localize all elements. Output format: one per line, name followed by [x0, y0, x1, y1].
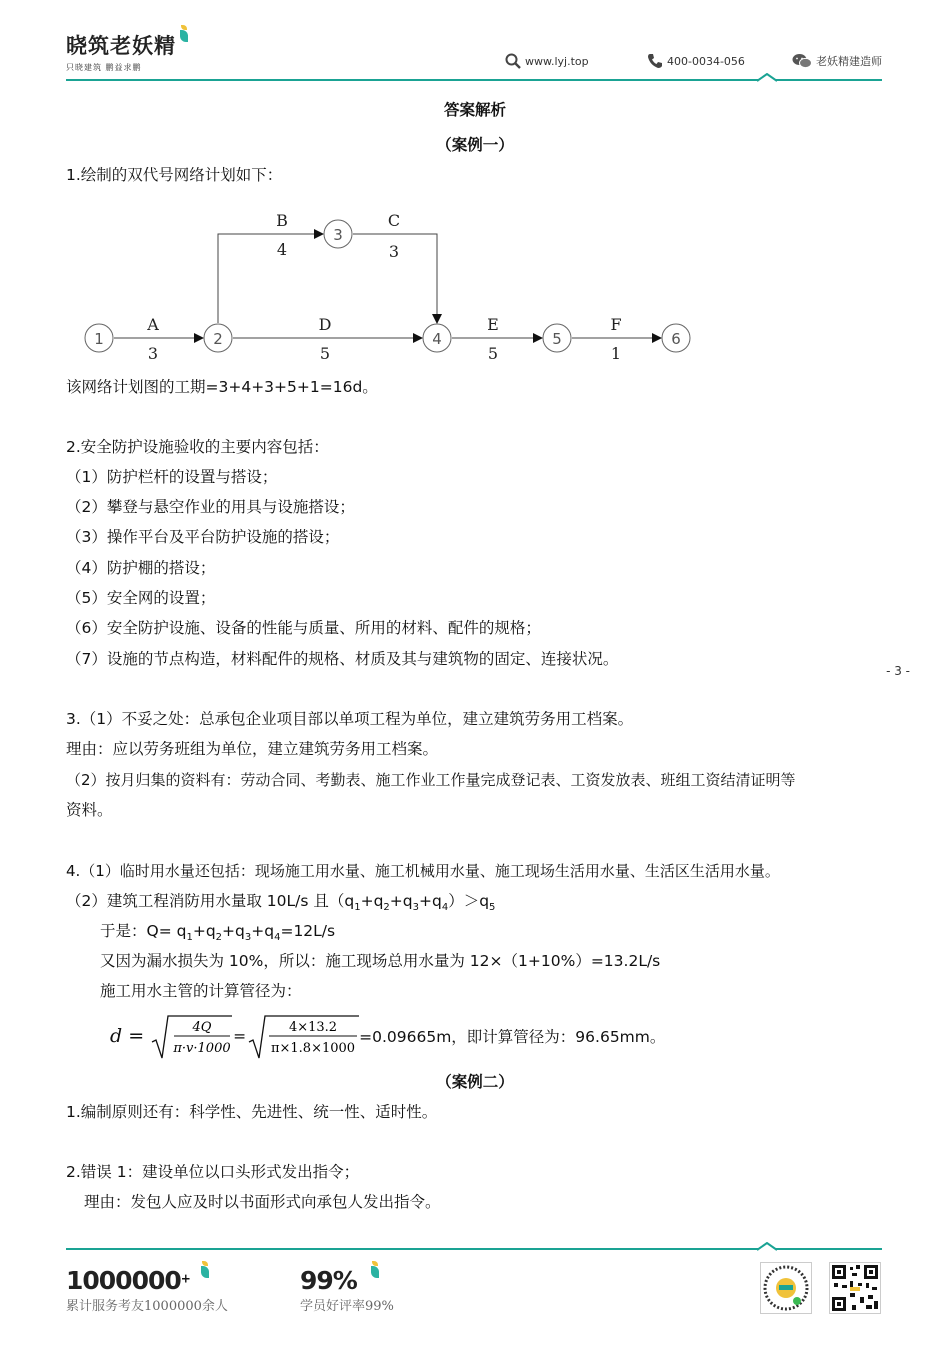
mini-program-qr-icon[interactable] — [760, 1262, 812, 1314]
website-link[interactable]: www.lyj.top — [505, 53, 589, 69]
svg-text:3: 3 — [333, 226, 343, 244]
svg-text:1: 1 — [94, 330, 104, 348]
svg-text:6: 6 — [671, 330, 681, 348]
node-6 — [662, 324, 690, 352]
wechat-icon — [792, 53, 812, 69]
q2-item: （2）攀登与悬空作业的用具与设施搭设； — [66, 498, 355, 516]
q4-line4: 又因为漏水损失为 10%，所以：施工现场总用水量为 12×（1+10%）=13.2L/s — [100, 952, 661, 970]
c2-q2-line: 理由：发包人应及时以书面形式向承包人发出指令。 — [84, 1193, 441, 1211]
footer-notch — [757, 1242, 777, 1251]
q2-item: （5）安全网的设置； — [66, 589, 216, 607]
duration-D: 5 — [319, 344, 331, 363]
wechat-contact[interactable]: 老妖精建造师 — [792, 53, 882, 69]
brand-logo — [66, 30, 188, 73]
page-number: - 3 - — [886, 664, 910, 678]
node-3 — [324, 220, 352, 248]
label-B: B — [276, 211, 288, 230]
label-A: A — [147, 315, 159, 334]
duration-E: 5 — [487, 344, 499, 363]
leaf-icon — [201, 1266, 209, 1278]
label-D: D — [318, 315, 332, 334]
node-1 — [85, 324, 113, 352]
radical-2 — [247, 1012, 359, 1060]
c2-q2-line: 2.错误 1：建设单位以口头形式发出指令； — [66, 1163, 360, 1181]
leaf-icon — [180, 30, 188, 42]
case2-heading: （案例二） — [436, 1073, 514, 1091]
stat-rating: 99% 学员好评率99% — [300, 1266, 394, 1314]
arrow-B — [218, 234, 323, 323]
duration-F: 1 — [610, 344, 622, 363]
header-notch — [757, 73, 777, 82]
svg-text:π·v·1000: π·v·1000 — [173, 1041, 231, 1056]
q1-intro: 1.绘制的双代号网络计划如下： — [66, 166, 283, 184]
q2-item: （1）防护栏杆的设置与搭设； — [66, 468, 278, 486]
q2-item: （4）防护棚的搭设； — [66, 559, 216, 577]
q3-line: 理由：应以劳务班组为单位，建立建筑劳务用工档案。 — [66, 740, 439, 758]
c2-q1: 1.编制原则还有：科学性、先进性、统一性、适时性。 — [66, 1103, 438, 1121]
pipe-diameter-formula: d = 4Q π·v·1000 = 4×13.2 π×1.8×1000 =0.09665m，即计算管径为：96.65mm。 — [110, 1010, 665, 1062]
q2-item: （3）操作平台及平台防护设施的搭设； — [66, 528, 340, 546]
label-C: C — [387, 211, 401, 230]
q4-line3: 于是：$Q= q_1+q_2+q_3+q_4=12L/s$ — [100, 922, 336, 944]
network-diagram — [70, 200, 710, 370]
phone-icon — [647, 53, 663, 69]
svg-text:5: 5 — [552, 330, 562, 348]
q2-intro: 2.安全防护设施验收的主要内容包括： — [66, 438, 329, 456]
q3-line: 3.（1）不妥之处：总承包企业项目部以单项工程为单位，建立建筑劳务用工档案。 — [66, 710, 634, 728]
q3-line: （2）按月归集的资料有：劳动合同、考勤表、施工作业工作量完成登记表、工资发放表、班组工资结清证明等 — [66, 771, 796, 789]
logo-slogan: 只晓建筑 鹏益求鹏 — [66, 63, 142, 72]
logo-title: 晓筑老妖精 — [66, 34, 176, 58]
node-5 — [543, 324, 571, 352]
page-title: 答案解析 — [443, 101, 506, 119]
svg-text:4×13.2: 4×13.2 — [289, 1020, 338, 1035]
node-2 — [204, 324, 232, 352]
q3-line: 资料。 — [66, 801, 113, 819]
duration-C: 3 — [388, 242, 400, 261]
q4-line1: 4.（1）临时用水量还包括：现场施工用水量、施工机械用水量、施工现场生活用水量、生活区生活用水量。 — [66, 862, 780, 880]
duration-A: 3 — [147, 344, 159, 363]
q4-line5: 施工用水主管的计算管径为： — [100, 982, 302, 1000]
leaf-icon — [371, 1266, 379, 1278]
q4-line2: （2）建筑工程消防用水量取 10L/s 且$(q_1+q_2+q_3+q_4)>q_5$ — [66, 892, 496, 914]
phone-contact[interactable]: 400-0034-056 — [647, 53, 745, 69]
qr-code-icon[interactable] — [829, 1262, 881, 1314]
q2-item: （6）安全防护设施、设备的性能与质量、所用的材料、配件的规格； — [66, 619, 541, 637]
node-4 — [423, 324, 451, 352]
case1-heading: （案例一） — [436, 136, 514, 154]
svg-text:4: 4 — [432, 330, 442, 348]
label-F: F — [610, 315, 622, 334]
stat-users: 1000000+ 累计服务考友1000000余人 — [66, 1266, 228, 1314]
q1-result: 该网络计划图的工期=3+4+3+5+1=16d。 — [66, 378, 378, 396]
svg-text:2: 2 — [213, 330, 223, 348]
q2-item: （7）设施的节点构造，材料配件的规格、材质及其与建筑物的固定、连接状况。 — [66, 650, 619, 668]
search-icon — [505, 53, 521, 69]
svg-text:π×1.8×1000: π×1.8×1000 — [271, 1041, 356, 1056]
radical-1 — [150, 1012, 232, 1060]
svg-text:4Q: 4Q — [192, 1020, 212, 1035]
label-E: E — [487, 315, 499, 334]
duration-B: 4 — [276, 240, 288, 259]
